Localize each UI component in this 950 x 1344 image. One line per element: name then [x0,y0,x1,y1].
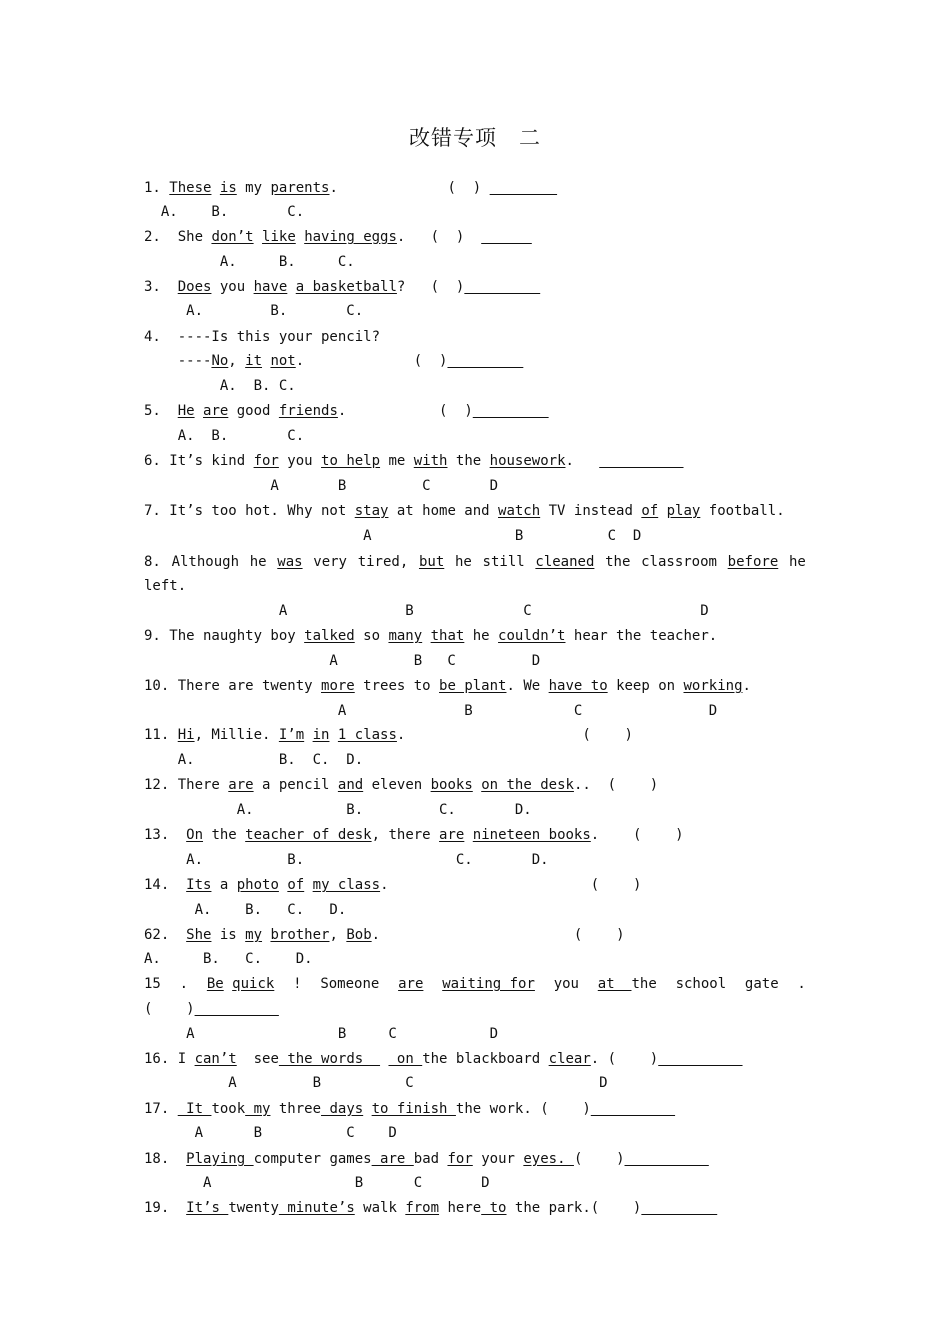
underlined-option: to help [321,453,381,469]
text-line: A. B. C. D. [144,951,313,967]
answer-blank[interactable] [464,279,540,295]
underlined-option: watch [498,503,541,519]
underlined-option: Hi [177,727,195,743]
underlined-option: of [287,877,305,893]
underlined-option: Its [186,877,212,893]
underlined-option: 1 class [337,727,397,743]
underlined-option: for [447,1151,473,1167]
text-line: 12. There are a pencil and eleven books on the desk.. ( ) [144,777,659,793]
text-line: A. B. C. [144,378,296,394]
text-line: A. B. C. [144,303,364,319]
underlined-option: clear [548,1051,591,1067]
answer-blank[interactable] [599,453,683,469]
underlined-option: couldn’t [498,628,566,644]
text-line: A B C D [144,478,499,494]
answer-blank[interactable] [625,1151,709,1167]
text-line: 7. It’s too hot. Why not stay at home and watch TV instead of play football. [144,503,785,519]
underlined-option: that [430,628,465,644]
text-line: 19. It’s twenty minute’s walk from here to the park.( ) [144,1197,717,1219]
text-line: ----No, it not. ( ) [144,350,523,372]
text-line: A. B. C. D. [144,752,364,768]
underlined-option: waiting for [442,976,535,992]
underlined-option: the words [278,1051,381,1067]
answer-blank[interactable] [195,1001,279,1017]
underlined-option: quick [232,976,275,992]
underlined-option: photo [236,877,279,893]
underlined-option: to finish [371,1101,456,1117]
underlined-option: not [270,353,296,369]
underlined-option: but [418,554,445,570]
underlined-option: are [371,1151,414,1167]
underlined-option: books [430,777,473,793]
underlined-option: It [177,1101,212,1117]
underlined-option: have to [548,678,608,694]
underlined-option: for [253,453,279,469]
underlined-option: minute’s [278,1200,355,1216]
underlined-option: nineteen books [472,827,591,843]
answer-blank[interactable] [481,229,532,245]
underlined-option: stay [354,503,389,519]
page-title: 改错专项 二 [409,126,541,150]
text-line: A B C D [144,528,642,544]
answer-blank[interactable] [447,353,523,369]
underlined-option: on the desk [481,777,574,793]
underlined-option: a basketball [295,279,397,295]
underlined-option: at [597,976,632,992]
underlined-option: having eggs [304,229,397,245]
text-line: A B C D [144,653,541,669]
underlined-option: many [388,628,423,644]
answer-blank[interactable] [641,1200,717,1216]
answer-blank[interactable] [473,403,549,419]
underlined-option: parents [270,180,330,196]
text-line: 8. Although he was very tired, but he still cleaned the classroom before he [144,551,806,573]
underlined-option: more [321,678,355,694]
underlined-option: Be [206,976,224,992]
underlined-option: On [186,827,204,843]
text-line: A B C D [144,1125,397,1141]
underlined-option: are [398,976,424,992]
text-line: 1. These is my parents. ( ) [144,177,557,199]
underlined-option: like [262,229,296,245]
text-line: ( ) [144,998,279,1020]
text-line: 3. Does you have a basketball? ( ) [144,276,540,298]
underlined-option: talked [304,628,355,644]
underlined-option: These [169,180,212,196]
text-line: left. [144,578,187,594]
underlined-option: was [277,554,303,570]
underlined-option: my class [312,877,381,893]
text-line: 62. She is my brother, Bob. ( ) [144,927,625,943]
text-line: A B C D [144,703,718,719]
underlined-option: cleaned [535,554,595,570]
text-line: A B C D [144,1026,499,1042]
underlined-option: are [439,827,465,843]
underlined-option: my [245,1101,271,1117]
text-line: A. B. C. D. [144,902,347,918]
text-line: 9. The naughty boy talked so many that he couldn’t hear the teacher. [144,628,718,644]
underlined-option: with [413,453,448,469]
text-line: 11. Hi, Millie. I’m in 1 class. ( ) [144,727,633,743]
underlined-option: days [321,1101,364,1117]
text-line: A. B. C. [144,428,305,444]
underlined-option: I’m [278,727,305,743]
underlined-option: it [245,353,263,369]
underlined-option: play [666,503,701,519]
underlined-option: housework [489,453,566,469]
underlined-option: It’s [186,1200,229,1216]
answer-blank[interactable] [490,180,557,196]
underlined-option: of [641,503,659,519]
underlined-option: be plant [439,678,507,694]
text-line: 6. It’s kind for you to help me with the housework. [144,450,684,472]
underlined-option: before [727,554,779,570]
underlined-option: my [245,927,263,943]
text-line: 13. On the teacher of desk, there are nineteen books. ( ) [144,827,684,843]
underlined-option: have [253,279,288,295]
text-line: A. B. C. D. [144,852,549,868]
underlined-option: She [186,927,212,943]
text-line: A B C D [144,1075,608,1091]
text-line: 4. ----Is this your pencil? [144,329,381,345]
text-line: 10. There are twenty more trees to be plant. We have to keep on working. [144,678,751,694]
underlined-option: Bob [346,927,372,943]
text-line: 18. Playing computer games are bad for your eyes. ( ) [144,1148,709,1170]
underlined-option: can’t [194,1051,237,1067]
text-line: 16. I can’t see the words on the blackboard clear. ( ) [144,1048,743,1070]
underlined-option: from [405,1200,440,1216]
underlined-option: in [312,727,330,743]
underlined-option: brother [270,927,330,943]
text-line: A B C D [144,603,709,619]
underlined-option: Does [177,279,212,295]
underlined-option: Playing [186,1151,254,1167]
underlined-option: is [219,180,237,196]
text-line: 5. He are good friends. ( ) [144,400,549,422]
underlined-option: No [211,353,229,369]
underlined-option: and [337,777,364,793]
text-line: A B C D [144,1175,490,1191]
text-line: 2. She don’t like having eggs. ( ) [144,226,532,248]
underlined-option: eyes. [523,1151,574,1167]
text-line: A. B. C. [144,254,355,270]
answer-blank[interactable] [658,1051,742,1067]
underlined-option: working [683,678,743,694]
underlined-option: are [203,403,229,419]
underlined-option: He [177,403,195,419]
text-line: A. B. C. D. [144,802,532,818]
underlined-option: friends [278,403,338,419]
underlined-option: on [388,1051,423,1067]
underlined-option: are [228,777,254,793]
underlined-option: to [481,1200,507,1216]
underlined-option: teacher of desk [245,827,372,843]
text-line: 17. It took my three days to finish the work. ( ) [144,1098,675,1120]
text-line: 14. Its a photo of my class. ( ) [144,877,642,893]
text-line: 15 . Be quick ! Someone are waiting for you at the school gate . [144,973,806,995]
answer-blank[interactable] [591,1101,675,1117]
underlined-option: don’t [211,229,254,245]
text-line: A. B. C. [144,204,305,220]
